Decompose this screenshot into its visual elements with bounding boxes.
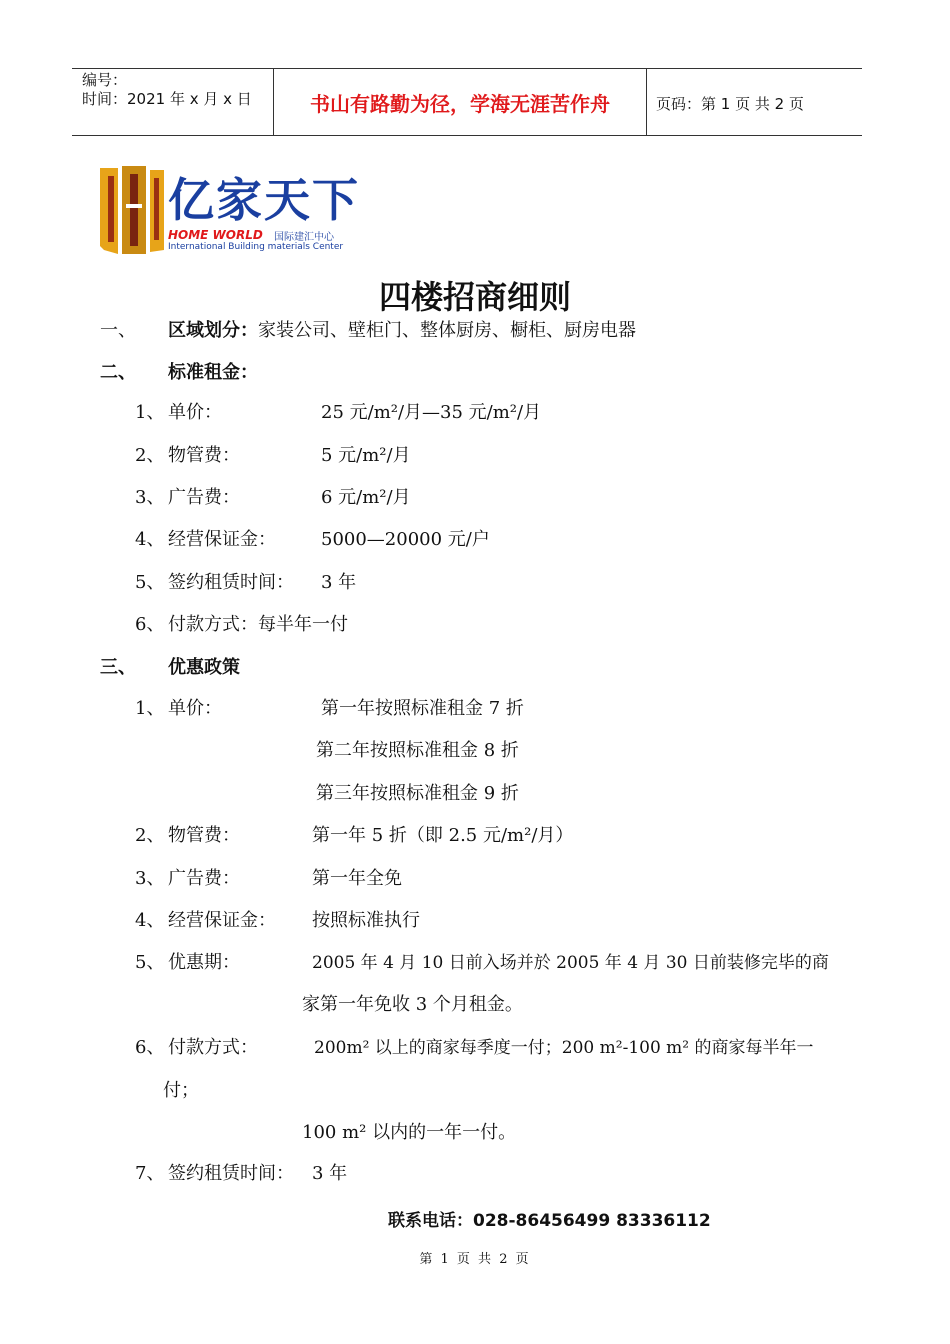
logo-cn-sub: 国际建汇中心 <box>274 232 334 243</box>
item-value: 5 元/m²/月 <box>321 445 411 466</box>
company-logo-icon <box>100 164 164 254</box>
item-label: 经营保证金： <box>168 529 276 550</box>
section-number: 一、 <box>100 320 136 341</box>
item-value: 100 m² 以内的一年一付。 <box>302 1122 517 1143</box>
item-value: 第一年按照标准租金 7 折 <box>321 698 524 719</box>
item-number: 3、 <box>135 487 165 508</box>
header-bottom-rule <box>72 135 862 136</box>
header-motto: 书山有路勤为径，学海无涯苦作舟 <box>310 92 610 116</box>
header-page-number: 页码：第 1 页 共 2 页 <box>656 95 804 113</box>
section-1-heading <box>168 319 636 343</box>
item-value: 200m² 以上的商家每季度一付；200 m²-100 m² 的商家每半年一 <box>314 1038 814 1058</box>
item-value: 5000—20000 元/户 <box>321 529 490 550</box>
section-number: 二、 <box>100 362 136 383</box>
item-value: 3 年 <box>321 572 357 593</box>
item-label: 单价： <box>168 402 222 423</box>
header-left-cell <box>82 71 252 109</box>
item-value: 家第一年免收 3 个月租金。 <box>302 994 523 1015</box>
item-label: 广告费： <box>168 487 240 508</box>
section-text: 家装公司、壁柜门、整体厨房、橱柜、厨房电器 <box>258 320 636 341</box>
header-divider <box>646 68 647 135</box>
item-label: 签约租赁时间： <box>168 572 294 593</box>
contact-phone: 联系电话：028-86456499 83336112 <box>388 1211 711 1231</box>
item-label: 物管费： <box>168 825 240 846</box>
header-top-rule <box>72 68 862 69</box>
item-value: 第一年全免 <box>312 868 402 889</box>
item-label: 物管费： <box>168 445 240 466</box>
item-number: 4、 <box>135 910 165 931</box>
item-value: 第三年按照标准租金 9 折 <box>316 783 519 804</box>
logo-en-sub: International Building materials Center <box>168 242 344 252</box>
item-number: 1、 <box>135 402 165 423</box>
logo-cn-name: 亿家天下 <box>168 173 360 227</box>
page-footer: 第 1 页 共 2 页 <box>419 1252 531 1267</box>
item-label: 优惠期： <box>168 952 240 973</box>
item-label: 单价： <box>168 698 222 719</box>
item-number: 6、 <box>135 614 165 635</box>
item-label: 签约租赁时间： <box>168 1163 294 1184</box>
item-label: 付款方式：每半年一付 <box>168 614 348 635</box>
item-value: 第二年按照标准租金 8 折 <box>316 740 519 761</box>
item-number: 4、 <box>135 529 165 550</box>
item-number: 6、 <box>135 1037 165 1058</box>
item-value: 3 年 <box>312 1163 348 1184</box>
page-title: 四楼招商细则 <box>378 278 571 316</box>
item-value: 25 元/m²/月—35 元/m²/月 <box>321 402 542 423</box>
section-label: 区域划分： <box>168 320 258 341</box>
item-value: 第一年 5 折（即 2.5 元/m²/月） <box>312 825 574 846</box>
item-label: 经营保证金： <box>168 910 276 931</box>
item-number: 3、 <box>135 868 165 889</box>
number-label: 编号： <box>82 71 128 89</box>
item-value: 付； <box>163 1080 199 1101</box>
item-number: 1、 <box>135 698 165 719</box>
item-number: 7、 <box>135 1163 165 1184</box>
section-label: 优惠政策 <box>168 657 240 678</box>
item-number: 5、 <box>135 572 165 593</box>
item-label: 广告费： <box>168 868 240 889</box>
time-label: 时间：2021 年 x 月 x 日 <box>82 90 252 108</box>
item-label: 付款方式： <box>168 1037 258 1058</box>
item-number: 5、 <box>135 952 165 973</box>
item-value: 按照标准执行 <box>312 910 420 931</box>
item-number: 2、 <box>135 445 165 466</box>
item-number: 2、 <box>135 825 165 846</box>
item-value: 6 元/m²/月 <box>321 487 411 508</box>
item-value: 2005 年 4 月 10 日前入场并於 2005 年 4 月 30 日前装修完毕的商 <box>312 953 829 973</box>
logo-en-name: HOME WORLD <box>168 228 263 242</box>
section-label: 标准租金： <box>168 362 258 383</box>
section-number: 三、 <box>100 657 136 678</box>
